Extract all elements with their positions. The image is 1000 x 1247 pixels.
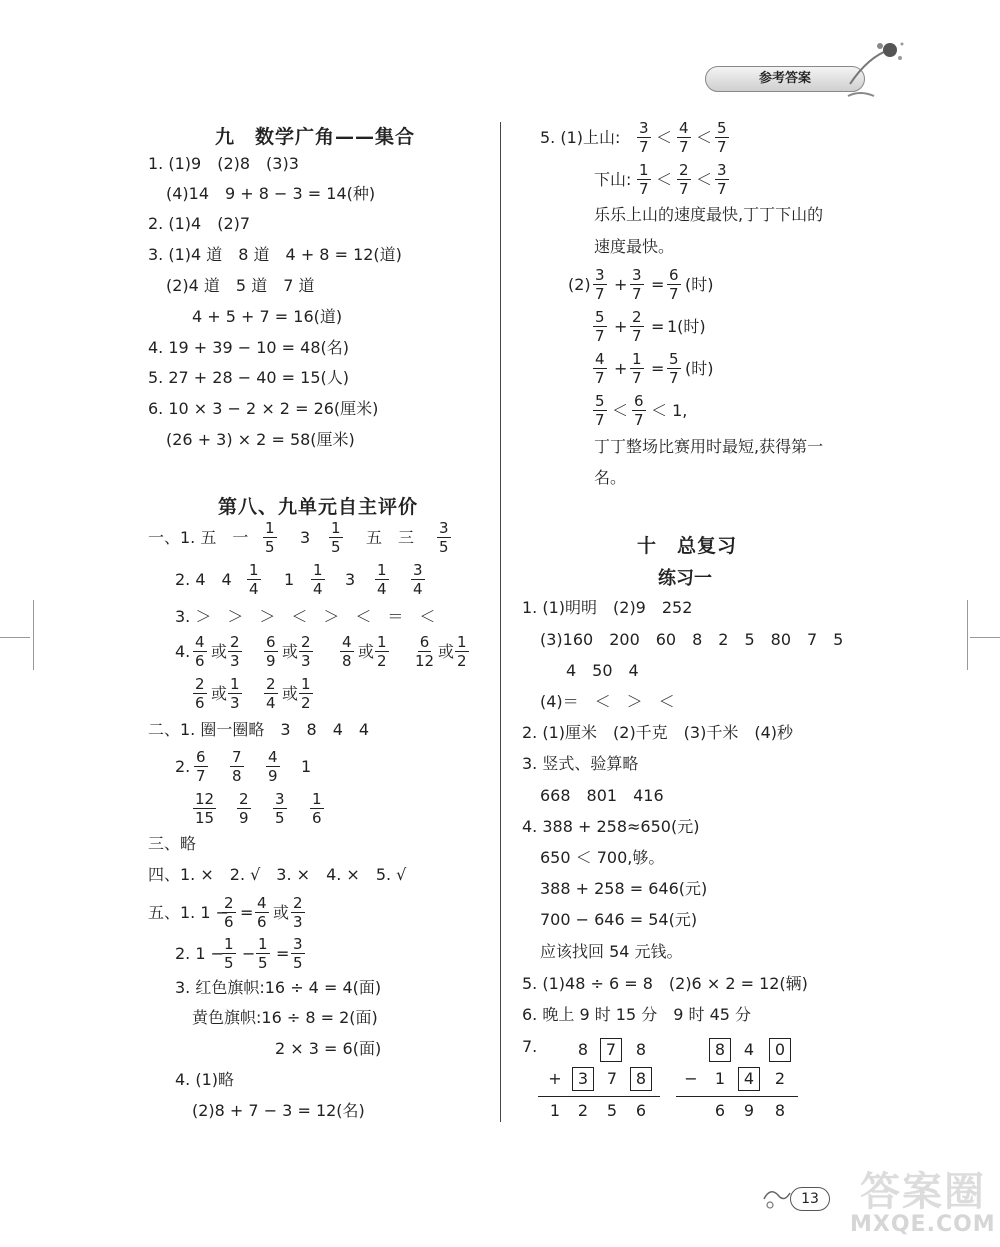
answer-line: 4. 388 + 258≈650(元): [522, 817, 700, 836]
answer-line: 4 50 4: [566, 661, 639, 680]
answer-line: 3. ＞ ＞ ＞ ＜ ＞ ＜ ＝ ＜: [175, 607, 436, 626]
answer-line: (2)8 + 7 − 3 = 12(名): [192, 1101, 365, 1120]
section-title-review: 第八、九单元自主评价: [218, 496, 419, 518]
fraction: $\frac{3}{7}$: [595, 266, 605, 303]
digit: 1: [549, 1101, 561, 1120]
fraction: $\frac{2}{7}$: [632, 308, 642, 345]
answer-line: 668 801 416: [540, 786, 664, 805]
fraction: $\frac{3}{5}$: [439, 519, 449, 556]
watermark-url: MXQE.COM: [850, 1212, 996, 1237]
answer-line: 3. 竖式、验算略: [522, 754, 639, 773]
answer-label: (2): [568, 275, 591, 294]
fraction: $\frac{6}{9}$: [266, 633, 276, 670]
fraction: $\frac{6}{7}$: [196, 748, 206, 785]
answer-label: 7.: [522, 1037, 538, 1056]
subsection-title: 练习一: [658, 568, 712, 589]
fraction: $\frac{4}{6}$: [195, 633, 205, 670]
answer-box: 0: [769, 1038, 791, 1062]
answer-line: 应该找回 54 元钱。: [540, 942, 683, 961]
answer-line: 6. 晚上 9 时 15 分 9 时 45 分: [522, 1005, 752, 1024]
answer-line: 5. (1)上山:: [540, 128, 621, 147]
or-word: 或: [358, 642, 375, 661]
answer-line: 5. (1)48 ÷ 6 = 8 (2)6 × 2 = 12(辆): [522, 974, 808, 993]
answer-number: 3: [300, 528, 311, 547]
fraction: $\frac{1}{4}$: [377, 561, 387, 598]
equals-sign: =: [651, 275, 665, 294]
fraction: $\frac{1}{5}$: [224, 935, 234, 972]
answer-box: 8: [630, 1067, 652, 1091]
answer-line: 三、略: [148, 834, 197, 853]
answer-line: (3)160 200 60 8 2 5 80 7 5: [540, 630, 844, 649]
answer-box: 4: [738, 1067, 760, 1091]
digit: 6: [635, 1101, 647, 1120]
watermark-text: 答案圈: [860, 1169, 986, 1215]
answer-number: 1: [284, 570, 295, 589]
fraction: $\frac{1}{2}$: [457, 633, 467, 670]
less-than-sign: ＜: [656, 170, 673, 189]
fraction: $\frac{7}{8}$: [232, 748, 242, 785]
fraction: $\frac{1}{4}$: [249, 561, 259, 598]
answer-line: 乐乐上山的速度最快,丁丁下山的: [594, 205, 824, 224]
fraction: $\frac{2}{6}$: [195, 675, 205, 712]
page-number: 13: [790, 1187, 830, 1211]
answer-value: 1(时): [667, 317, 706, 336]
fraction: $\frac{3}{4}$: [413, 561, 423, 598]
fraction: $\frac{1}{4}$: [313, 561, 323, 598]
answer-line: (4)14 9 + 8 − 3 = 14(种): [166, 184, 376, 203]
answer-line: 3. 红色旗帜:16 ÷ 4 = 4(面): [175, 978, 382, 997]
crop-mark-left-v: [33, 600, 34, 670]
answer-line: 黄色旗帜:16 ÷ 8 = 2(面): [192, 1008, 378, 1027]
fraction: $\frac{6}{7}$: [634, 392, 644, 429]
equals-sign: =: [651, 317, 665, 336]
answer-line: 5. 27 + 28 − 40 = 15(人): [148, 368, 350, 387]
operator-minus: −: [684, 1069, 698, 1088]
decoration-icon: [840, 34, 910, 104]
equals-sign: =: [276, 944, 290, 963]
answer-box: 3: [572, 1067, 594, 1091]
digit: 8: [577, 1040, 589, 1059]
answer-line: 2. 1 −: [175, 944, 225, 963]
fraction: $\frac{3}{5}$: [293, 935, 303, 972]
answer-line: 2. (1)厘米 (2)千克 (3)千米 (4)秒: [522, 723, 794, 742]
equals-sign: =: [651, 359, 665, 378]
plus-sign: +: [614, 359, 628, 378]
digit: 6: [714, 1101, 726, 1120]
fraction: $\frac{2}{4}$: [266, 675, 276, 712]
fraction: $\frac{2}{3}$: [301, 633, 311, 670]
fraction: $\frac{1}{5}$: [258, 935, 268, 972]
fraction: $\frac{4}{7}$: [595, 350, 605, 387]
fraction: $\frac{12}{15}$: [195, 790, 215, 827]
digit: 8: [774, 1101, 786, 1120]
or-word: 或: [282, 642, 299, 661]
answer-line: 2. (1)4 (2)7: [148, 214, 251, 233]
less-than-sign: ＜: [656, 128, 673, 147]
fraction: $\frac{2}{6}$: [224, 894, 234, 931]
answer-number: 1: [301, 757, 312, 776]
operator-plus: +: [548, 1069, 562, 1088]
digit: 2: [774, 1069, 786, 1088]
answer-line: 下山:: [594, 170, 632, 189]
fraction: $\frac{3}{7}$: [717, 161, 727, 198]
minus-sign: −: [242, 944, 256, 963]
answer-line: 4. (1)略: [175, 1070, 235, 1089]
answer-line: 1. (1)明明 (2)9 252: [522, 598, 693, 617]
digit: 8: [635, 1040, 647, 1059]
fraction: $\frac{5}{7}$: [717, 119, 727, 156]
answer-line: 2. 4 4: [175, 570, 232, 589]
plus-sign: +: [614, 275, 628, 294]
fraction: $\frac{3}{5}$: [275, 790, 285, 827]
digit: 1: [714, 1069, 726, 1088]
fraction: $\frac{1}{5}$: [265, 519, 275, 556]
answer-line: 2 × 3 = 6(面): [275, 1039, 382, 1058]
answer-line: (2)4 道 5 道 7 道: [166, 276, 315, 295]
or-word: 或: [438, 642, 455, 661]
digit: 4: [743, 1040, 755, 1059]
fraction: $\frac{2}{3}$: [230, 633, 240, 670]
fraction: $\frac{4}{6}$: [257, 894, 267, 931]
less-than-sign: ＜: [612, 401, 629, 420]
answer-line: 二、1. 圈一圈略 3 8 4 4: [148, 720, 370, 739]
answer-box: 7: [600, 1038, 622, 1062]
fraction: $\frac{4}{7}$: [679, 119, 689, 156]
answer-line: 650 ＜ 700,够。: [540, 848, 665, 867]
fraction: $\frac{4}{9}$: [268, 748, 278, 785]
fraction: $\frac{5}{7}$: [595, 392, 605, 429]
fraction: $\frac{2}{9}$: [239, 790, 249, 827]
plus-sign: +: [614, 317, 628, 336]
answer-line: 4 + 5 + 7 = 16(道): [192, 307, 343, 326]
fraction: $\frac{6}{7}$: [669, 266, 679, 303]
fraction: $\frac{1}{7}$: [632, 350, 642, 387]
answer-line: 4. 19 + 39 − 10 = 48(名): [148, 338, 350, 357]
fraction: $\frac{4}{8}$: [342, 633, 352, 670]
answer-label: 4.: [175, 642, 191, 661]
fraction: $\frac{5}{7}$: [669, 350, 679, 387]
or-word: 或: [211, 684, 228, 703]
digit: 5: [606, 1101, 618, 1120]
answer-line: 一、1. 五 一: [148, 528, 249, 547]
fraction: $\frac{1}{6}$: [312, 790, 322, 827]
crop-mark-right-v: [967, 600, 968, 670]
fraction: $\frac{1}{5}$: [331, 519, 341, 556]
fraction: $\frac{1}{2}$: [377, 633, 387, 670]
section-title-ten: 十 总复习: [637, 535, 738, 557]
answer-line: 6. 10 × 3 − 2 × 2 = 26(厘米): [148, 399, 379, 418]
answer-label: 2.: [175, 757, 191, 776]
fraction: $\frac{6}{12}$: [415, 633, 435, 670]
answer-line: 3. (1)4 道 8 道 4 + 8 = 12(道): [148, 245, 402, 264]
answer-line: 1. (1)9 (2)8 (3)3: [148, 154, 299, 173]
fraction: $\frac{1}{3}$: [230, 675, 240, 712]
unit-hour: (时): [685, 359, 714, 378]
answer-line: (4)＝ ＜ ＞ ＜: [540, 692, 675, 711]
fraction: $\frac{2}{7}$: [679, 161, 689, 198]
fraction: $\frac{1}{7}$: [639, 161, 649, 198]
fraction: $\frac{5}{7}$: [595, 308, 605, 345]
ornament-icon: [762, 1185, 792, 1213]
or-word: 或: [282, 684, 299, 703]
equals-sign: =: [240, 903, 254, 922]
less-than-sign: ＜: [696, 170, 713, 189]
answer-line: 700 − 646 = 54(元): [540, 910, 698, 929]
answer-number: 3: [345, 570, 356, 589]
fraction: $\frac{3}{7}$: [639, 119, 649, 156]
less-than-sign: ＜: [696, 128, 713, 147]
fraction: $\frac{1}{2}$: [301, 675, 311, 712]
digit: 7: [606, 1069, 618, 1088]
sum-line: [538, 1096, 660, 1097]
answer-line: (26 + 3) × 2 = 58(厘米): [166, 430, 355, 449]
answer-line: 388 + 258 = 646(元): [540, 879, 708, 898]
or-word: 或: [273, 903, 290, 922]
unit-hour: (时): [685, 275, 714, 294]
crop-mark-right-h: [970, 637, 1000, 638]
answer-line: 丁丁整场比赛用时最短,获得第一: [594, 437, 824, 456]
column-divider: [500, 122, 501, 1122]
fraction: $\frac{2}{3}$: [293, 894, 303, 931]
or-word: 或: [211, 642, 228, 661]
answer-line: 四、1. × 2. √ 3. × 4. × 5. √: [148, 865, 407, 884]
digit: 2: [577, 1101, 589, 1120]
header-banner: 参考答案: [705, 66, 865, 92]
answer-value: ＜ 1,: [651, 401, 688, 420]
answer-line: 速度最快。: [594, 237, 675, 256]
fraction: $\frac{3}{7}$: [632, 266, 642, 303]
answer-line: 五、1. 1 −: [148, 903, 230, 922]
crop-mark-left-h: [0, 637, 30, 638]
answer-word: 五 三: [366, 528, 415, 547]
difference-line: [676, 1096, 798, 1097]
answer-box: 8: [709, 1038, 731, 1062]
answer-line: 名。: [594, 468, 627, 487]
digit: 9: [743, 1101, 755, 1120]
section-title-nine: 九 数学广角——集合: [215, 126, 416, 148]
